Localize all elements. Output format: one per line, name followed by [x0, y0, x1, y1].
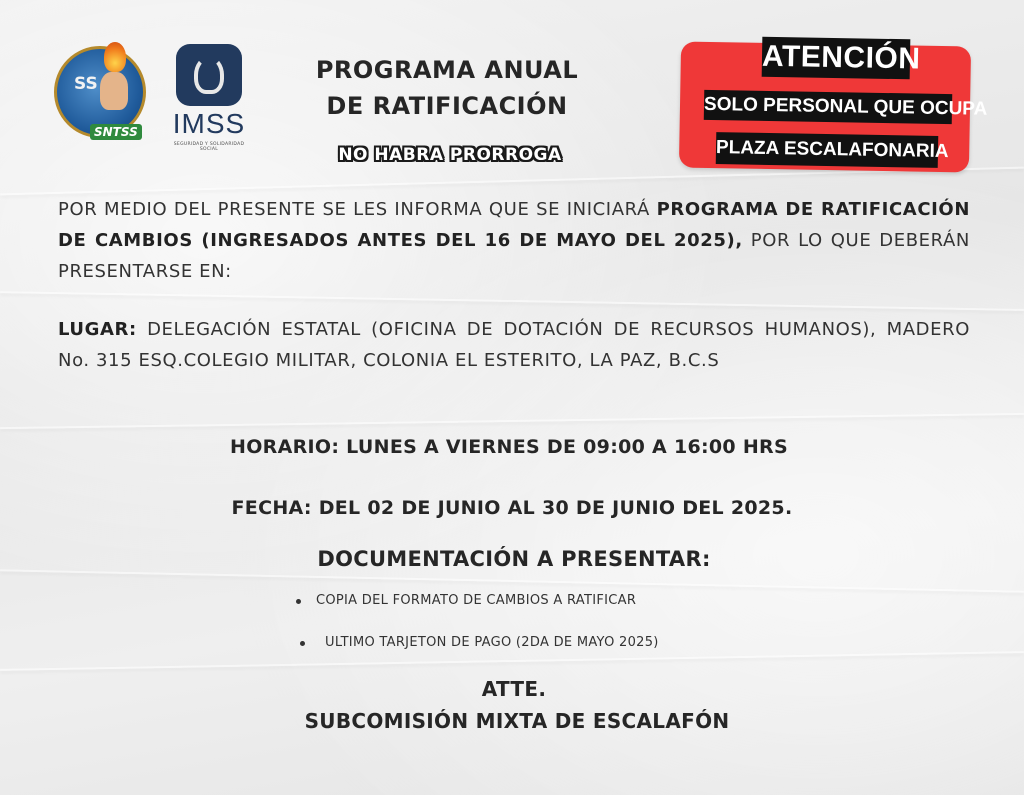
closing-atte: ATTE. — [481, 677, 547, 701]
imss-wordmark: IMSS — [172, 108, 246, 139]
sntss-tag: SNTSS — [90, 124, 142, 140]
location-label: LUGAR: — [58, 319, 137, 340]
list-item — [296, 590, 776, 612]
date-line: FECHA: DEL 02 DE JUNIO AL 30 DE JUNIO DEL 2025. — [231, 497, 793, 519]
torch-flame-icon — [104, 42, 126, 72]
imss-logo — [170, 44, 248, 154]
documents-list — [296, 590, 776, 654]
imss-tagline: SEGURIDAD Y SOLIDARIDAD SOCIAL — [173, 142, 245, 152]
intro-text-end: POR LO QUE DEBERÁN PRESENTARSE EN: — [58, 230, 970, 282]
paper-crease — [0, 413, 1024, 429]
documents-heading: DOCUMENTACIÓN A PRESENTAR: — [317, 547, 711, 571]
schedule-line: HORARIO: LUNES A VIERNES DE 09:00 A 16:00 HRS — [230, 436, 788, 458]
attention-title: ATENCIÓN — [762, 37, 911, 80]
bullet-icon — [296, 599, 301, 604]
sntss-initials: SS — [74, 74, 98, 94]
paper-crease — [0, 167, 1024, 196]
raised-fist-icon — [100, 72, 128, 110]
intro-paragraph — [58, 194, 970, 287]
title-line-1: PROGRAMA ANUAL — [315, 56, 579, 84]
list-item — [296, 632, 776, 654]
location-text: DELEGACIÓN ESTATAL (OFICINA DE DOTACIÓN DE RECURSOS HUMANOS), MADERO No. 315 ESQ.COLEGIO MILITAR, COLONIA EL ESTERITO, LA PAZ, B.C.S — [58, 319, 970, 371]
no-prorroga-notice: NO HABRA PRORROGA — [338, 145, 562, 165]
page-title — [290, 52, 604, 124]
intro-text: POR MEDIO DEL PRESENTE SE LES INFORMA QUE SE INICIARÁ — [58, 199, 657, 220]
document-item-label: COPIA DEL FORMATO DE CAMBIOS A RATIFICAR — [316, 593, 637, 608]
imss-eagle-icon — [194, 56, 224, 94]
document-item-label: ULTIMO TARJETON DE PAGO (2DA DE MAYO 2025) — [325, 635, 659, 650]
paper-crease — [0, 291, 1024, 311]
attention-line-1: SOLO PERSONAL QUE OCUPA — [704, 90, 952, 124]
bullet-icon — [300, 641, 305, 646]
title-line-2: DE RATIFICACIÓN — [326, 92, 568, 120]
sntss-logo — [50, 40, 154, 144]
signer-name: SUBCOMISIÓN MIXTA DE ESCALAFÓN — [304, 709, 730, 733]
attention-line-2: PLAZA ESCALAFONARIA — [716, 132, 939, 168]
imss-emblem-icon — [176, 44, 242, 106]
location-paragraph — [58, 314, 970, 376]
intro-highlight: PROGRAMA DE RATIFICACIÓN DE CAMBIOS (INGRESADOS ANTES DEL 16 DE MAYO DEL 2025), — [58, 199, 970, 251]
paper-crease — [0, 651, 1024, 671]
